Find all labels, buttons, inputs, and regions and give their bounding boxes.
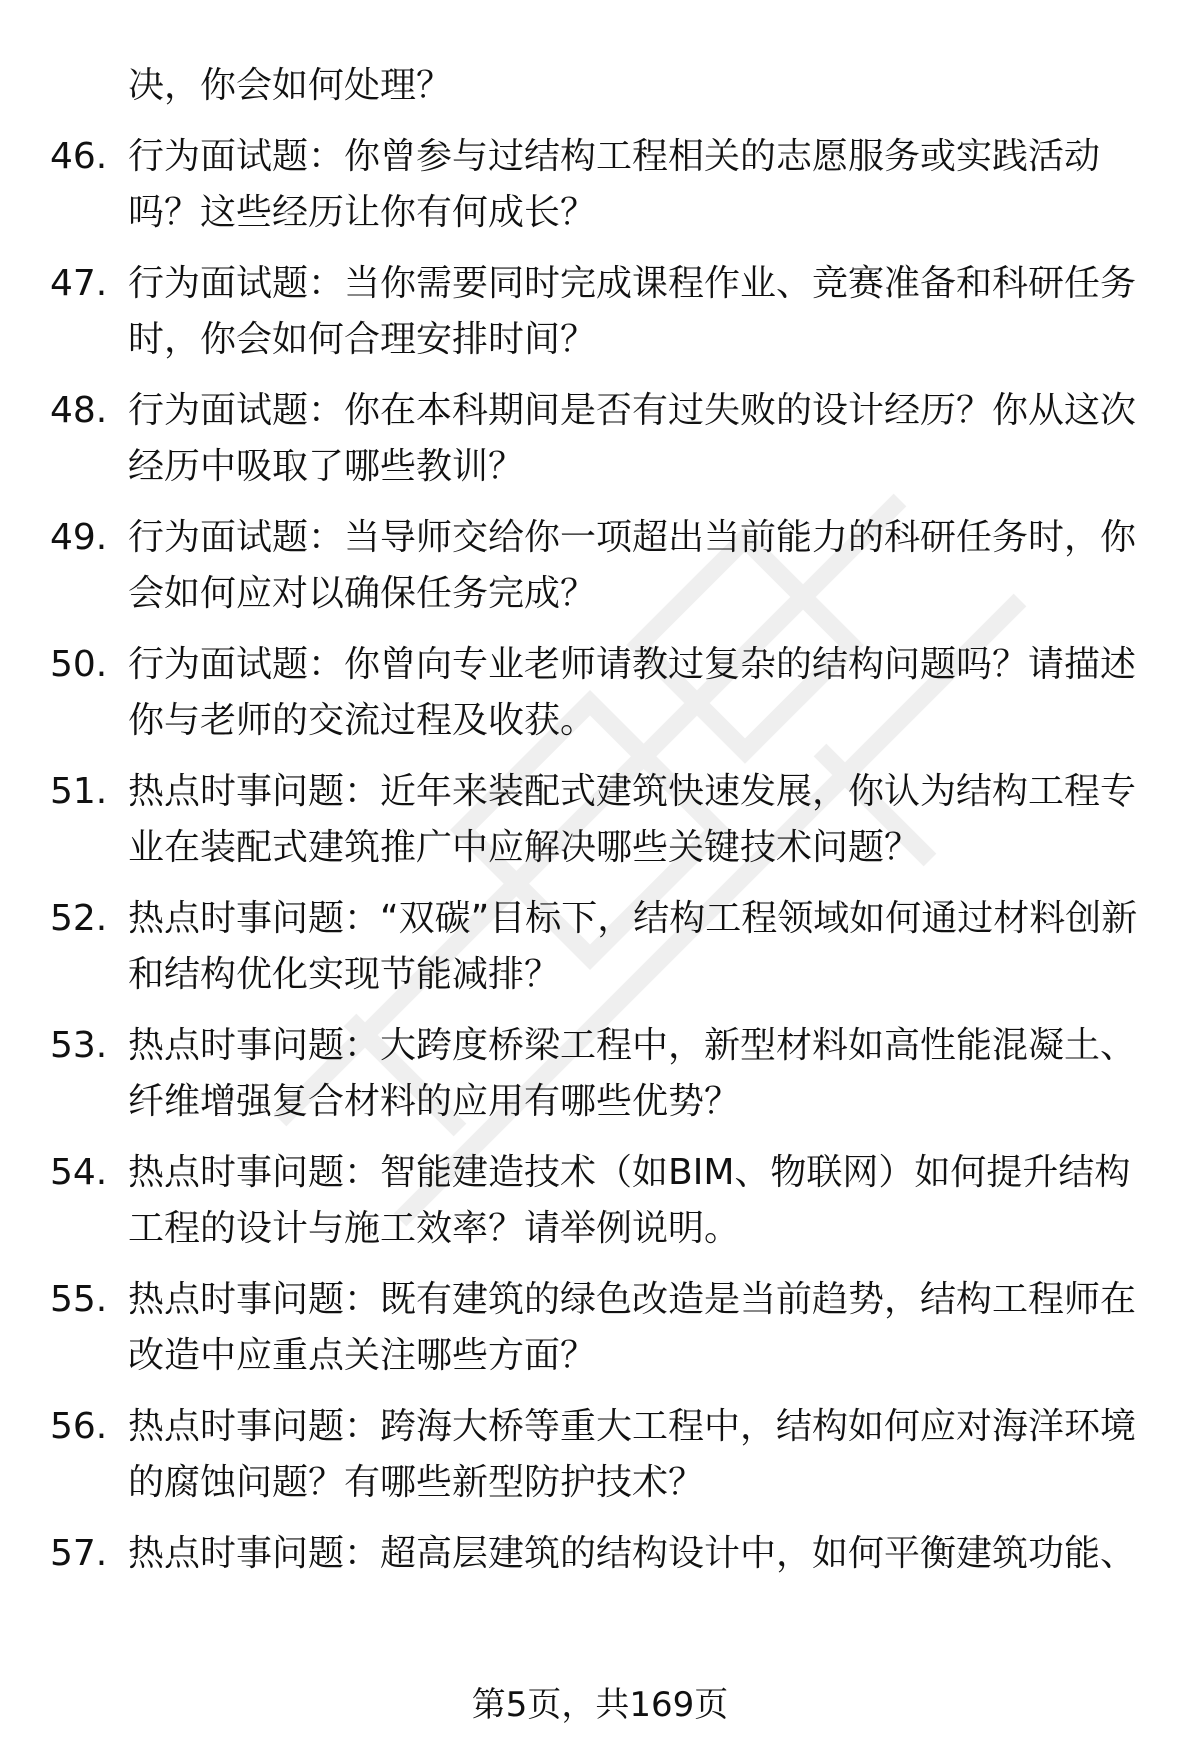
item-text: 热点时事问题：超高层建筑的结构设计中，如何平衡建筑功能、 <box>128 1533 1137 1574</box>
list-item <box>50 1018 1160 1130</box>
page-footer: 第5页，共169页 <box>471 1685 729 1725</box>
item-number: 57. <box>50 1533 108 1574</box>
item-number: 53. <box>50 1025 108 1066</box>
item-number: 56. <box>50 1406 108 1447</box>
item-number: 47. <box>50 263 108 304</box>
item-text: 行为面试题：当你需要同时完成课程作业、竞赛准备和科研任务时，你会如何合理安排时间？ <box>128 263 1137 360</box>
list-item <box>50 1145 1160 1257</box>
list-item <box>50 383 1160 495</box>
item-text: 热点时事问题：近年来装配式建筑快速发展，你认为结构工程专业在装配式建筑推广中应解决哪些关键技术问题？ <box>128 771 1137 868</box>
item-number: 51. <box>50 771 108 812</box>
list-item <box>50 764 1160 876</box>
item-number: 55. <box>50 1279 108 1320</box>
item-text: 行为面试题：当导师交给你一项超出当前能力的科研任务时，你会如何应对以确保任务完成？ <box>128 517 1137 614</box>
item-text: 热点时事问题：既有建筑的绿色改造是当前趋势，结构工程师在改造中应重点关注哪些方面？ <box>128 1279 1137 1376</box>
list-item <box>50 637 1160 749</box>
item-text: 行为面试题：你曾参与过结构工程相关的志愿服务或实践活动吗？这些经历让你有何成长？ <box>128 136 1101 233</box>
list-item <box>50 1272 1160 1384</box>
item-number: 54. <box>50 1152 108 1193</box>
item-number: 50. <box>50 644 108 685</box>
item-text: 热点时事问题：智能建造技术（如BIM、物联网）如何提升结构工程的设计与施工效率？请举例说明。 <box>128 1152 1131 1249</box>
question-list <box>50 58 1160 1597</box>
item-text: 热点时事问题：大跨度桥梁工程中，新型材料如高性能混凝土、纤维增强复合材料的应用有哪些优势？ <box>128 1025 1137 1122</box>
item-number: 48. <box>50 390 108 431</box>
list-item <box>50 1526 1160 1582</box>
list-item <box>50 256 1160 368</box>
item-number: 52. <box>50 898 108 939</box>
list-item <box>50 510 1160 622</box>
item-text: 热点时事问题：“双碳”目标下，结构工程领域如何通过材料创新和结构优化实现节能减排？ <box>128 898 1138 995</box>
continuation-text: 决，你会如何处理？ <box>128 65 453 106</box>
item-number: 49. <box>50 517 108 558</box>
list-item <box>50 129 1160 241</box>
item-number: 46. <box>50 136 108 177</box>
list-item <box>50 891 1160 1003</box>
item-text: 行为面试题：你曾向专业老师请教过复杂的结构问题吗？请描述你与老师的交流过程及收获。 <box>128 644 1137 741</box>
item-text: 行为面试题：你在本科期间是否有过失败的设计经历？你从这次经历中吸取了哪些教训？ <box>128 390 1137 487</box>
item-text: 热点时事问题：跨海大桥等重大工程中，结构如何应对海洋环境的腐蚀问题？有哪些新型防护技术？ <box>128 1406 1137 1503</box>
list-item <box>50 1399 1160 1511</box>
